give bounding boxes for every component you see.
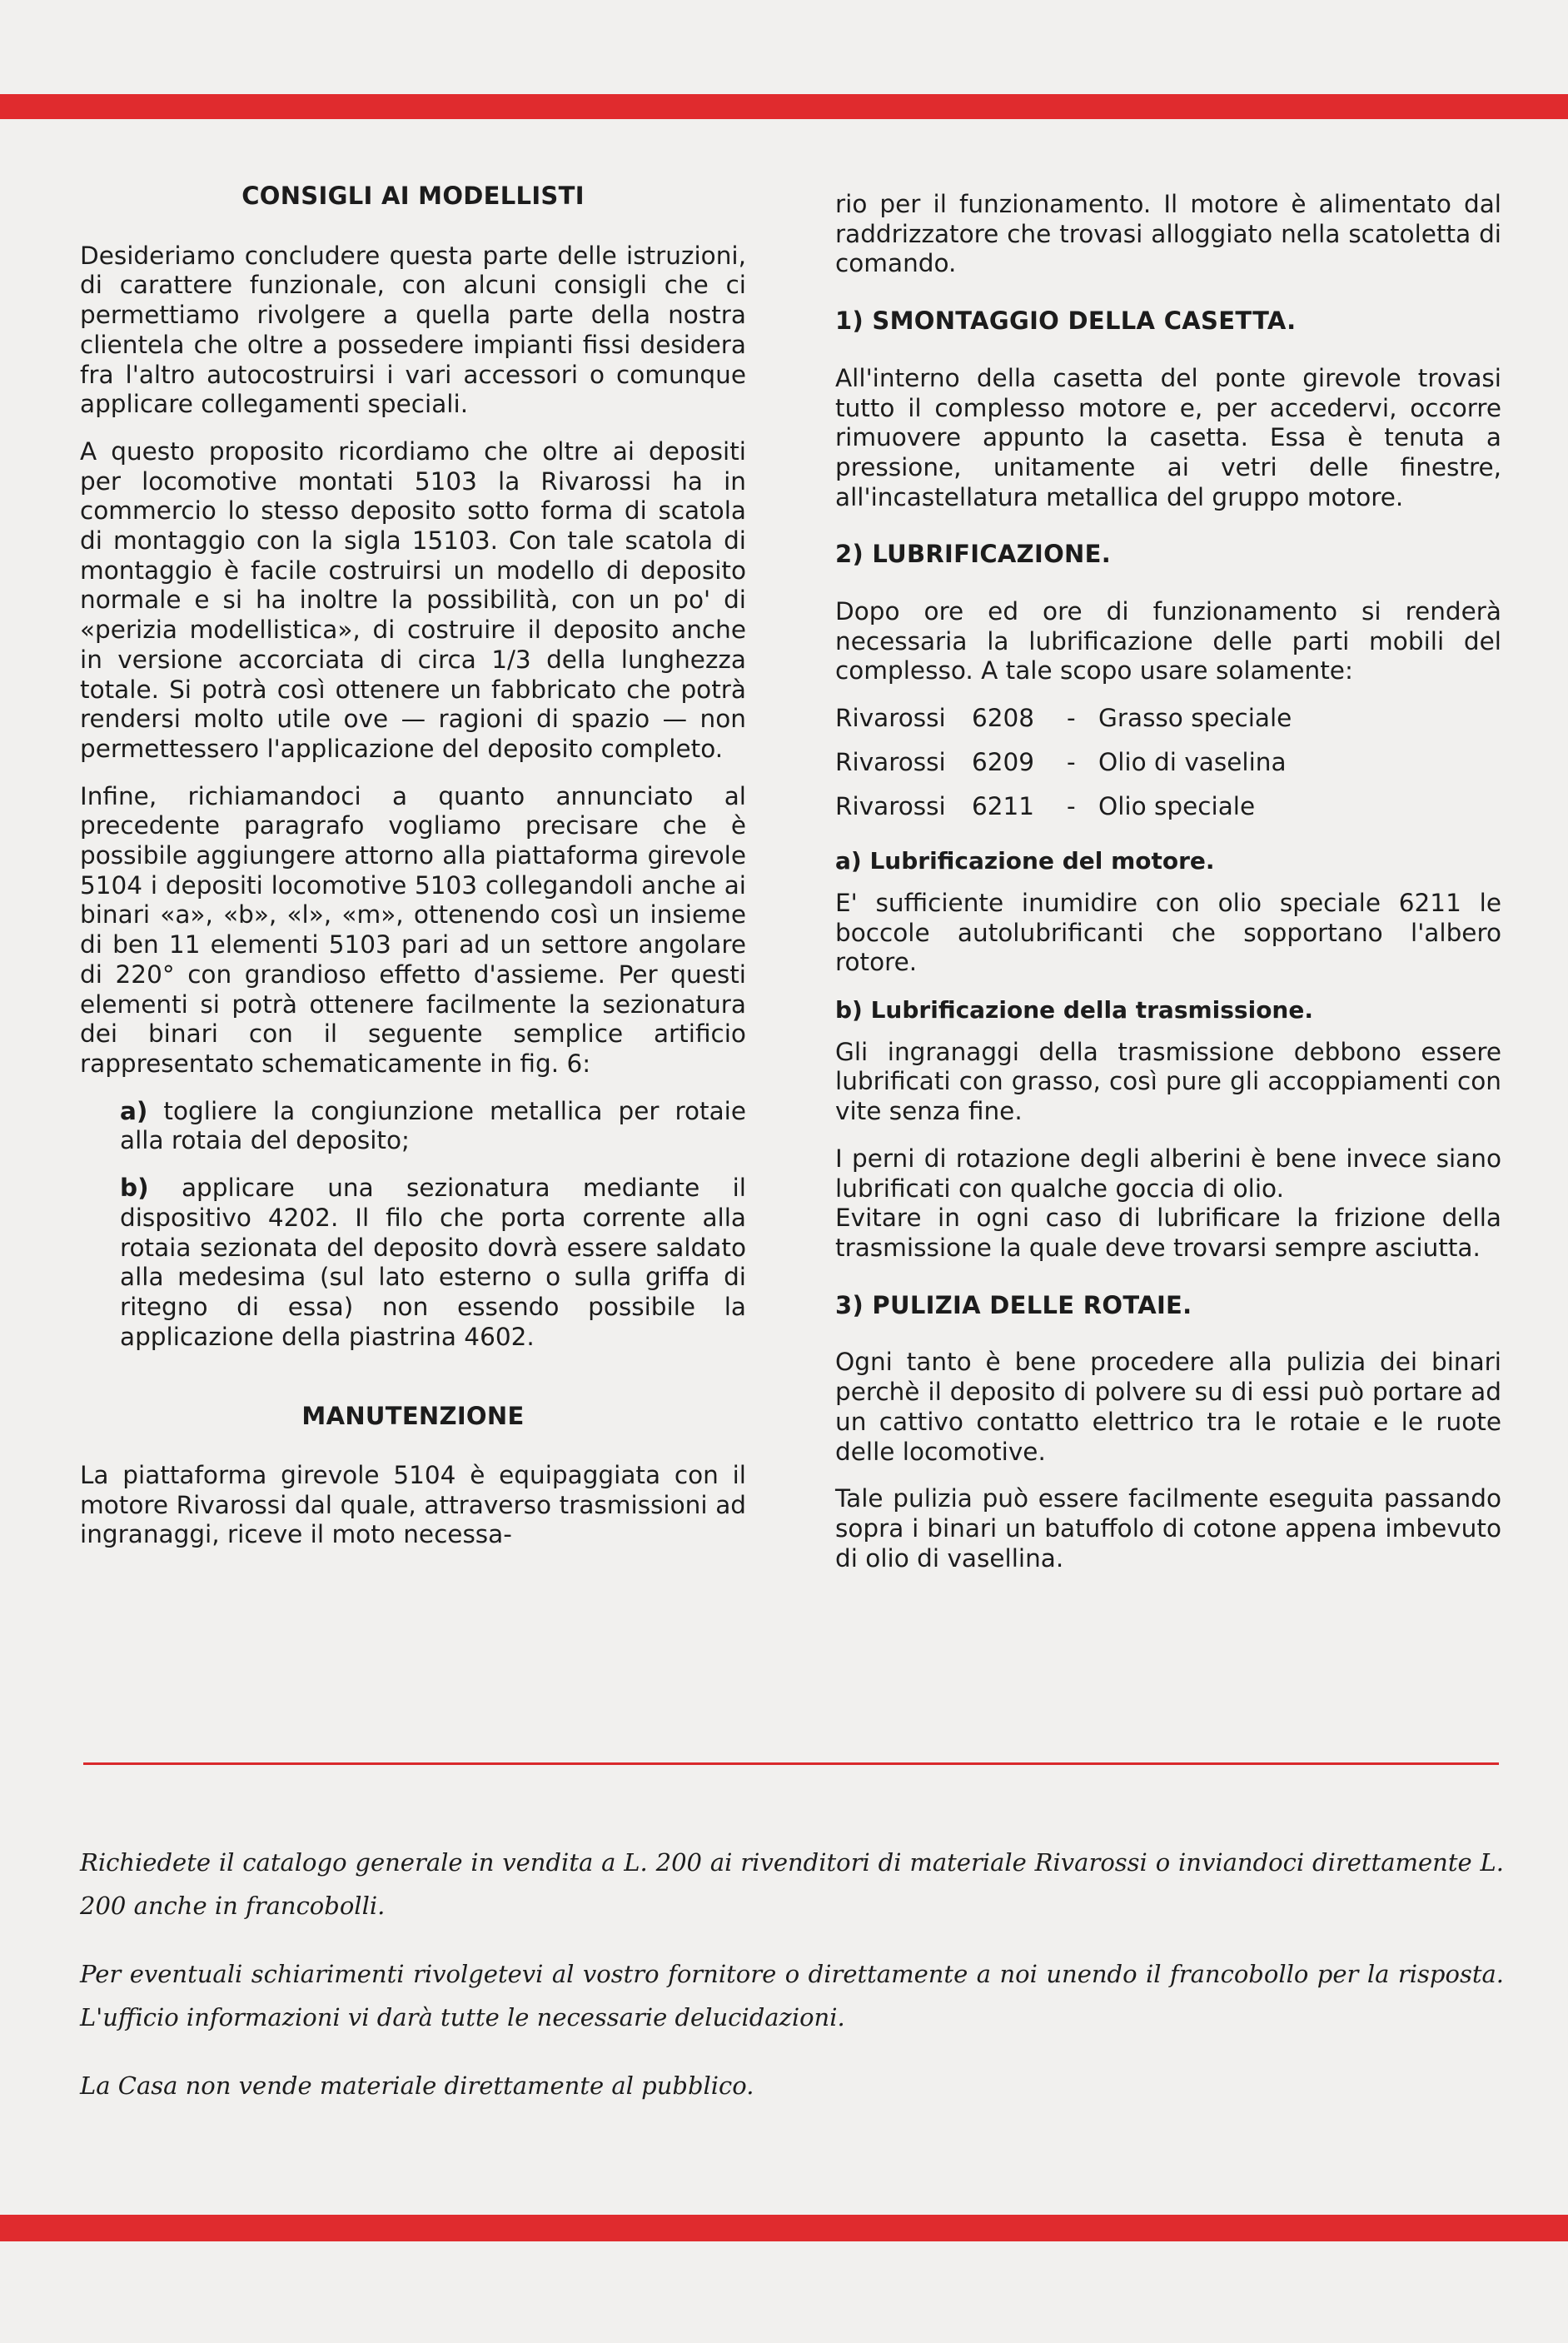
subheading-motore: a) Lubrificazione del motore. bbox=[835, 847, 1215, 875]
list-item-b-text: applicare una sezionatura mediante il dispositivo 4202. Il filo che porta corrente alla rotaia sezionata del deposito dovrà essere saldato alla medesima (sul lato esterno o sulla griffa di ritegno di essa) non essendo possibile la applicazione della piastrina 4602. bbox=[120, 1174, 746, 1351]
lubricant-brand: Rivarossi bbox=[835, 747, 946, 776]
paragraph-trasmissione-3: Evitare in ogni caso di lubrificare la frizione della trasmissione la quale deve trovarsi sempre asciutta. bbox=[835, 1204, 1501, 1262]
lubricant-dash: - bbox=[1067, 791, 1076, 820]
subheading-trasmissione: b) Lubrificazione della trasmissione. bbox=[835, 996, 1313, 1024]
list-item-a-text: togliere la congiunzione metallica per rotaie alla rotaia del deposito; bbox=[120, 1096, 746, 1155]
paragraph-continuation: rio per il funzionamento. Il motore è alimentato dal raddrizzatore che trovasi alloggiato nella scatoletta di comando. bbox=[835, 190, 1501, 278]
heading-smontaggio: 1) SMONTAGGIO DELLA CASETTA. bbox=[835, 307, 1297, 336]
lubricant-name: Olio speciale bbox=[1098, 791, 1256, 820]
heading-consigli: CONSIGLI AI MODELLISTI bbox=[241, 182, 585, 210]
lubricant-dash: - bbox=[1067, 704, 1076, 733]
list-item-a-letter: a) bbox=[120, 1096, 148, 1125]
paragraph-trasmissione-2: I perni di rotazione degli alberini è bene invece siano lubrificati con qualche goccia di olio. bbox=[835, 1144, 1501, 1203]
red-divider bbox=[83, 1762, 1499, 1765]
note-info: Per eventuali schiarimenti rivolgetevi al vostro fornitore o direttamente a noi unendo il francobollo per la risposta. L'ufficio informazioni vi darà tutte le necessarie delucidazioni. bbox=[80, 1960, 1504, 2031]
lubricant-row bbox=[835, 748, 1501, 778]
lubricant-code: 6208 bbox=[972, 704, 1035, 733]
lubricant-code: 6209 bbox=[972, 747, 1035, 776]
heading-lubrificazione: 2) LUBRIFICAZIONE. bbox=[835, 540, 1112, 569]
lubricant-name: Grasso speciale bbox=[1098, 704, 1292, 733]
list-item-b bbox=[80, 1174, 746, 1352]
paragraph-pulizia-2: Tale pulizia può essere facilmente eseguita passando sopra i binari un batuffolo di cotone appena imbevuto di olio di vasellina. bbox=[835, 1484, 1501, 1573]
paragraph-intro: Desideriamo concludere questa parte delle istruzioni, di carattere funzionale, con alcuni consigli che ci permettiamo rivolgere a quella parte della nostra clientela che oltre a possedere impianti fissi desidera fra l'altro autocostruirsi i vari accessori o comunque applicare collegamenti speciali. bbox=[80, 241, 746, 419]
note-catalog: Richiedete il catalogo generale in vendita a L. 200 ai rivenditori di materiale Rivarossi o inviandoci direttamente L. 200 anche in francobolli. bbox=[80, 1848, 1504, 1920]
list-item-a bbox=[80, 1097, 746, 1156]
paragraph-pulizia-1: Ogni tanto è bene procedere alla pulizia dei binari perchè il deposito di polvere su di essi può portare ad un cattivo contatto elettrico tra le rotaie e le ruote delle locomotive. bbox=[835, 1348, 1501, 1466]
bottom-red-band bbox=[0, 2215, 1568, 2241]
paragraph-smontaggio: All'interno della casetta del ponte girevole trovasi tutto il complesso motore e, per accedervi, occorre rimuovere appunto la casetta. Essa è tenuta a pressione, unitamente ai vetri delle finestre, all'incastellatura metallica del gruppo motore. bbox=[835, 363, 1501, 511]
lubricant-row bbox=[835, 704, 1501, 734]
note-no-retail: La Casa non vende materiale direttamente al pubblico. bbox=[80, 2071, 754, 2100]
left-column bbox=[80, 175, 746, 1568]
paragraph-deposito: A questo proposito ricordiamo che oltre ai depositi per locomotive montati 5103 la Rivarossi ha in commercio lo stesso deposito sotto forma di scatola di montaggio con la sigla 15103. Con tale scatola di montaggio è facile costruirsi un modello di deposito normale e si ha inoltre la possibilità, con un po' di «perizia modellistica», di costruire il deposito anche in versione accorciata di circa 1/3 della lunghezza totale. Si potrà così ottenere un fabbricato che potrà rendersi molto utile ove — ragioni di spazio — non permettessero l'applicazione del deposito completo. bbox=[80, 436, 746, 763]
list-item-b-letter: b) bbox=[120, 1174, 149, 1203]
lubricant-brand: Rivarossi bbox=[835, 704, 946, 733]
paragraph-motore: E' sufficiente inumidire con olio speciale 6211 le boccole autolubrificanti che sopportano l'albero rotore. bbox=[835, 888, 1501, 977]
notes-section bbox=[80, 1841, 1504, 2132]
heading-manutenzione: MANUTENZIONE bbox=[301, 1402, 525, 1431]
lubricant-name: Olio di vaselina bbox=[1098, 747, 1287, 776]
lubricant-code: 6211 bbox=[972, 791, 1035, 820]
lubricant-dash: - bbox=[1067, 747, 1076, 776]
top-red-band bbox=[0, 94, 1568, 119]
lubricant-row bbox=[835, 792, 1501, 822]
heading-pulizia: 3) PULIZIA DELLE ROTAIE. bbox=[835, 1290, 1192, 1319]
lubricant-list bbox=[835, 704, 1501, 821]
lubricant-brand: Rivarossi bbox=[835, 791, 946, 820]
paragraph-trasmissione-1: Gli ingranaggi della trasmissione debbono essere lubrificati con grasso, così pure gli accoppiamenti con vite senza fine. bbox=[835, 1037, 1501, 1126]
paragraph-lubrificazione: Dopo ore ed ore di funzionamento si renderà necessaria la lubrificazione delle parti mobili del complesso. A tale scopo usare solamente: bbox=[835, 597, 1501, 685]
right-column bbox=[835, 190, 1501, 1591]
paragraph-manutenzione: La piattaforma girevole 5104 è equipaggiata con il motore Rivarossi dal quale, attraverso trasmissioni ad ingranaggi, riceve il moto necessa- bbox=[80, 1461, 746, 1549]
paragraph-piattaforma: Infine, richiamandoci a quanto annunciato al precedente paragrafo vogliamo precisare che è possibile aggiungere attorno alla piattaforma girevole 5104 i depositi locomotive 5103 collegandoli anche ai binari «a», «b», «l», «m», ottenendo così un insieme di ben 11 elementi 5103 pari ad un settore angolare di 220° con grandioso effetto d'assieme. Per questi elementi si potrà ottenere facilmente la sezionatura dei binari con il seguente semplice artificio rappresentato schematicamente in fig. 6: bbox=[80, 781, 746, 1078]
